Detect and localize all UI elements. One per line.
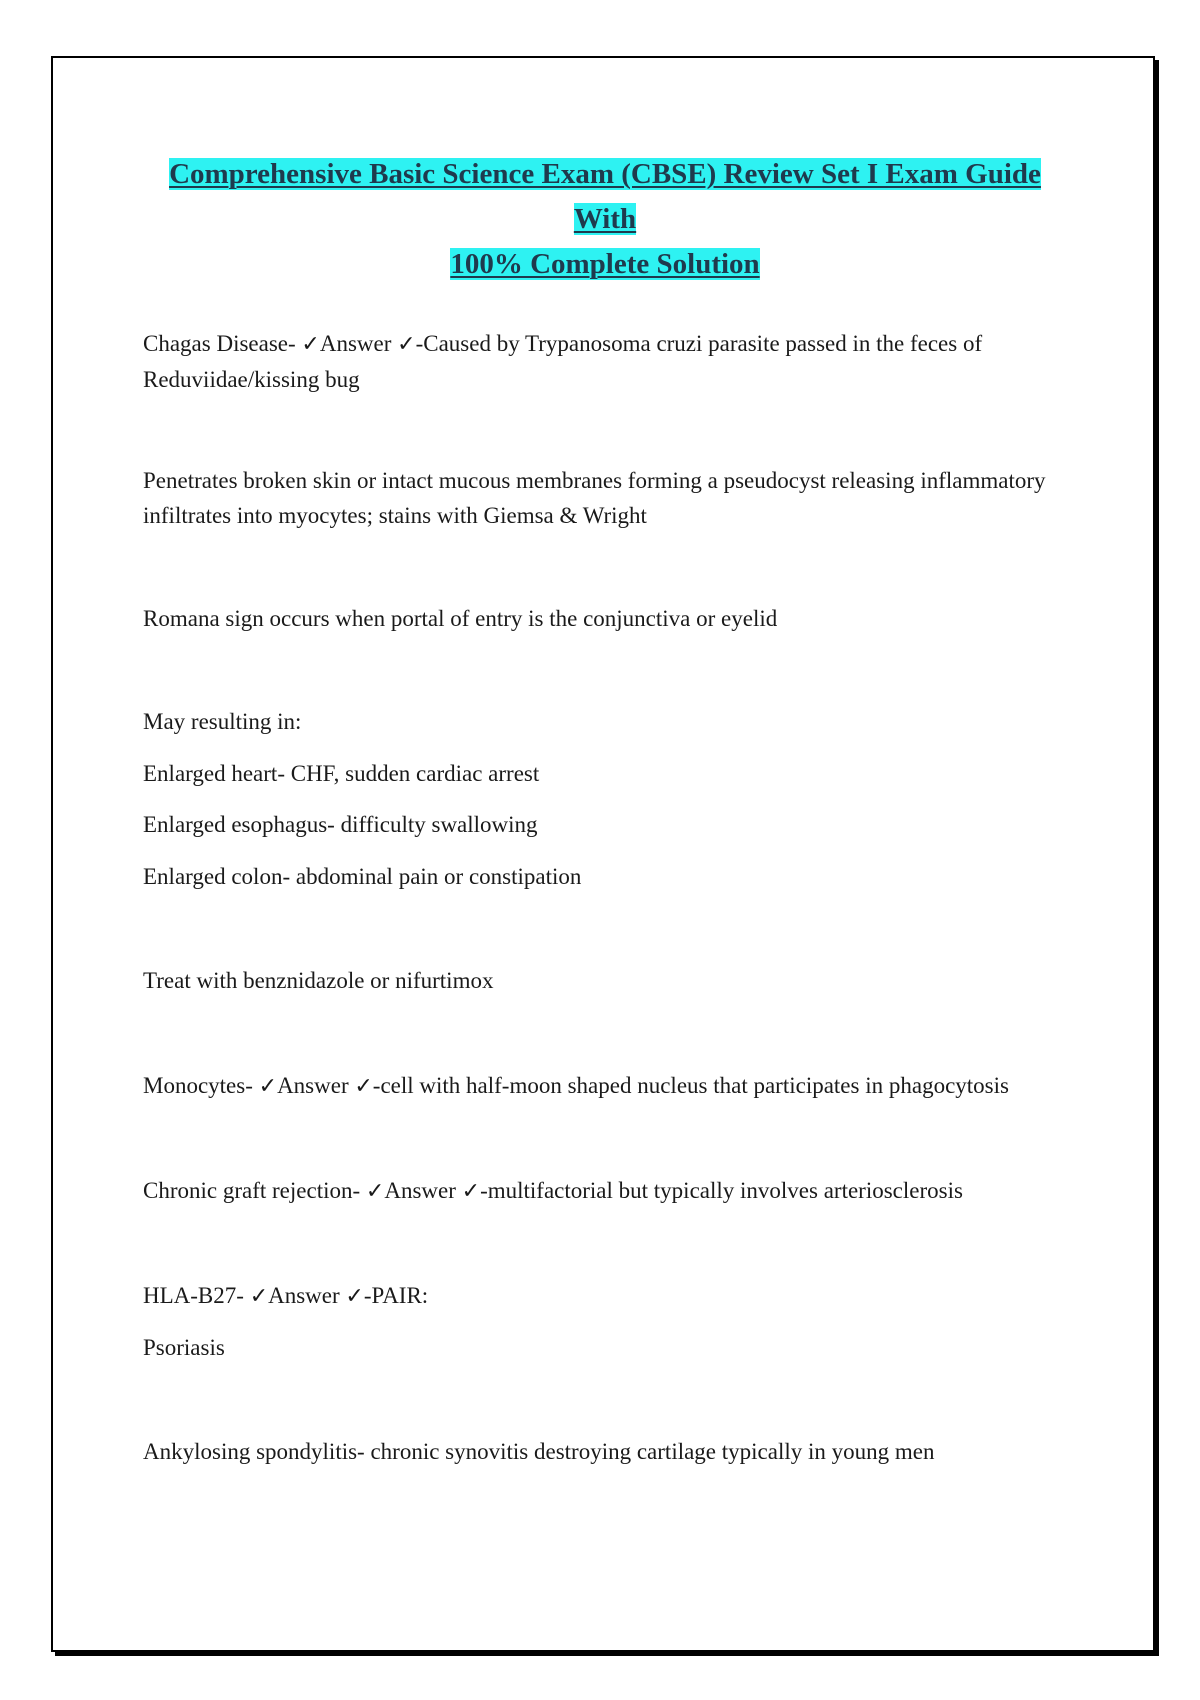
check-icon: ✓: [301, 332, 320, 357]
treat-paragraph: Treat with benznidazole or nifurtimox: [143, 968, 494, 993]
entry-term: Chronic graft rejection-: [143, 1178, 366, 1203]
check-icon: ✓: [249, 1284, 269, 1309]
check-icon: ✓: [258, 1074, 278, 1099]
entry-term: Chagas Disease-: [143, 331, 302, 356]
monocytes-entry: [143, 1068, 1063, 1104]
check-icon: ✓: [345, 1284, 364, 1309]
psoriasis-item: Psoriasis: [143, 1335, 225, 1360]
graft-entry: [143, 1173, 1063, 1209]
check-icon: ✓: [354, 1074, 373, 1099]
check-icon: ✓: [461, 1179, 481, 1204]
may-result-heading: May resulting in:: [143, 709, 302, 734]
answer-label: Answer: [384, 1178, 456, 1203]
entry-definition: -PAIR:: [363, 1283, 429, 1308]
title-line-1: Comprehensive Basic Science Exam (CBSE) Review Set I Exam Guide With: [169, 158, 1041, 235]
colon-item: Enlarged colon- abdominal pain or constipation: [143, 864, 582, 889]
check-icon: ✓: [397, 332, 416, 357]
answer-label: Answer: [319, 331, 392, 356]
document-title: [143, 152, 1067, 287]
entry-definition: -cell with half-moon shaped nucleus that participates in phagocytosis: [372, 1073, 1009, 1098]
hla-entry: [143, 1278, 1063, 1314]
answer-label: Answer: [268, 1283, 340, 1308]
heart-item: Enlarged heart- CHF, sudden cardiac arrest: [143, 761, 540, 786]
title-line-2: 100% Complete Solution: [450, 248, 760, 280]
entry-term: HLA-B27-: [143, 1283, 250, 1308]
entry-term: Monocytes-: [143, 1073, 259, 1098]
penetrates-paragraph: Penetrates broken skin or intact mucous membranes forming a pseudocyst releasing inflammatory infiltrates into myocytes; stains with Giemsa & Wright: [143, 468, 1046, 528]
ankylosing-paragraph: Ankylosing spondylitis- chronic synovitis destroying cartilage typically in young men: [143, 1439, 935, 1464]
answer-label: Answer: [277, 1073, 349, 1098]
entry-definition: -Caused by Trypanosoma cruzi parasite passed in the feces of Reduviidae/kissing bug: [143, 331, 983, 392]
entry-definition: -multifactorial but typically involves arteriosclerosis: [480, 1178, 963, 1203]
esophagus-item: Enlarged esophagus- difficulty swallowing: [143, 812, 538, 837]
chagas-entry: [143, 326, 1063, 397]
document-page: [51, 56, 1155, 1652]
check-icon: ✓: [365, 1179, 385, 1204]
romana-paragraph: Romana sign occurs when portal of entry is the conjunctiva or eyelid: [143, 606, 778, 631]
